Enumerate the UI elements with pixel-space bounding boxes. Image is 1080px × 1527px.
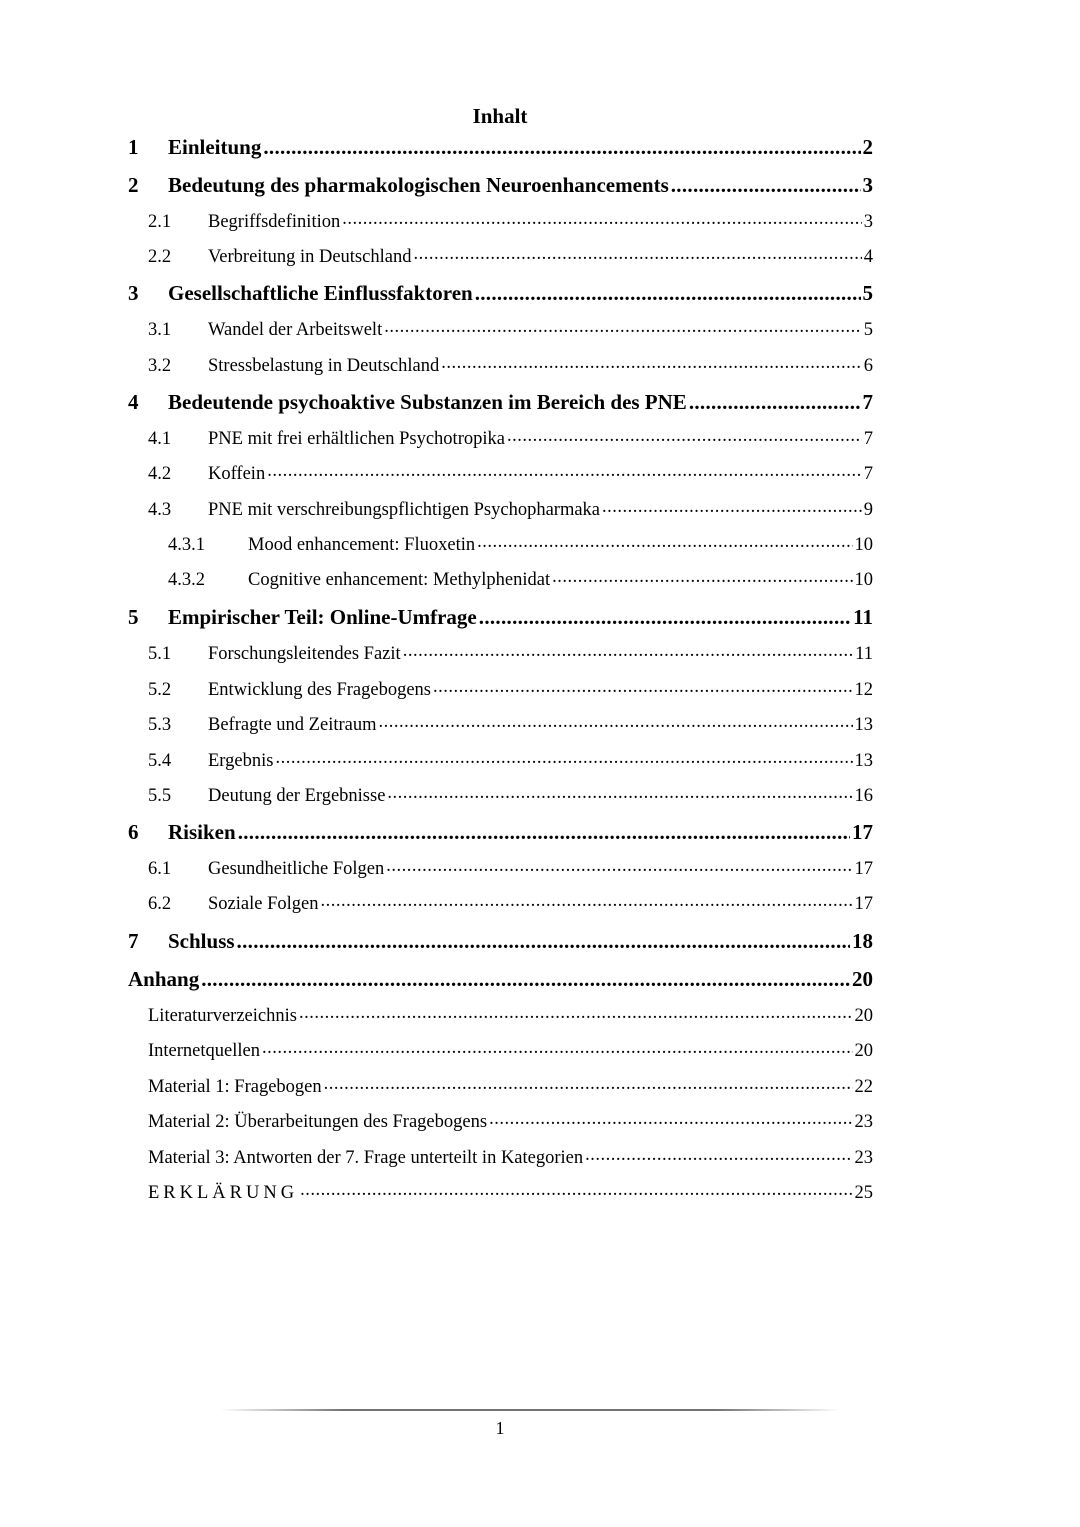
toc-entry[interactable] <box>128 818 873 842</box>
toc-entry-page: 6 <box>863 355 873 376</box>
toc-entry-page: 5 <box>862 281 873 305</box>
toc-entry-title: PNE mit verschreibungspflichtigen Psychopharmaka <box>208 499 601 520</box>
toc-leader-dots <box>507 425 862 444</box>
toc-entry-number: 6.2 <box>148 893 172 914</box>
toc-entry-number: 4.1 <box>148 428 172 449</box>
toc-leader-dots <box>441 352 862 371</box>
toc-entry-number: 6.1 <box>148 858 172 879</box>
toc-entry[interactable] <box>148 711 873 735</box>
toc-leader-dots <box>201 965 850 986</box>
toc-entry-title: Begriffsdefinition <box>208 211 341 232</box>
toc-entry-page: 12 <box>854 679 873 700</box>
toc-entry-page: 20 <box>854 1040 873 1061</box>
toc-entry-number: 2.1 <box>148 211 172 232</box>
toc-entry[interactable] <box>148 1108 873 1132</box>
toc-entry[interactable] <box>128 388 873 412</box>
toc-leader-dots <box>585 1144 852 1163</box>
toc-leader-dots <box>324 1073 853 1092</box>
toc-entry-title: Bedeutende psychoaktive Substanzen im Bereich des PNE <box>168 390 687 414</box>
toc-entry-page: 22 <box>854 1076 873 1097</box>
toc-entry-title: Einleitung <box>168 135 262 159</box>
toc-entry-number: 4 <box>128 390 139 414</box>
toc-leader-dots <box>413 243 861 262</box>
toc-entry-page: 7 <box>863 463 873 484</box>
toc-entry-page: 18 <box>852 929 873 953</box>
toc-entry-title: Deutung der Ergebnisse <box>208 785 386 806</box>
toc-entry-page: 23 <box>854 1147 873 1168</box>
toc-entry[interactable] <box>148 316 873 340</box>
toc-entry-number: 5 <box>128 605 139 629</box>
toc-entry-title: Mood enhancement: Fluoxetin <box>248 534 476 555</box>
toc-entry-number: 3.2 <box>148 355 172 376</box>
toc-leader-dots <box>433 676 853 695</box>
toc-entry-page: 13 <box>854 714 873 735</box>
toc-entry[interactable] <box>148 1144 873 1168</box>
toc-entry[interactable] <box>128 603 873 627</box>
toc-entry-page: 5 <box>863 319 873 340</box>
toc-entry-title: Entwicklung des Fragebogens <box>208 679 431 700</box>
toc-leader-dots <box>237 927 850 948</box>
toc-leader-dots <box>342 208 862 227</box>
toc-entry-page: 3 <box>863 211 873 232</box>
toc-entry-title: Literaturverzeichnis <box>148 1005 297 1026</box>
toc-entry-title: Wandel der Arbeitswelt <box>208 319 383 340</box>
toc-entry[interactable] <box>148 243 873 267</box>
toc-entry[interactable] <box>148 890 873 914</box>
toc-leader-dots <box>384 316 862 335</box>
toc-entry[interactable] <box>148 460 873 484</box>
toc-entry-title: ERKLÄRUNG <box>148 1182 299 1203</box>
toc-leader-dots <box>475 279 861 300</box>
toc-leader-dots <box>267 460 862 479</box>
toc-entry-title: Verbreitung in Deutschland <box>208 246 412 267</box>
toc-entry-page: 17 <box>854 858 873 879</box>
toc-entry-title: Bedeutung des pharmakologischen Neuroenhancements <box>168 173 669 197</box>
toc-entry-title: Soziale Folgen <box>208 893 319 914</box>
toc-leader-dots <box>387 782 852 801</box>
toc-entry-title: Empirischer Teil: Online-Umfrage <box>168 605 477 629</box>
toc-entry-page: 11 <box>855 643 873 664</box>
toc-entry-page: 23 <box>854 1111 873 1132</box>
toc-entry[interactable] <box>148 855 873 879</box>
toc-entry[interactable] <box>128 927 873 951</box>
toc-leader-dots <box>689 388 861 409</box>
toc-entry[interactable] <box>128 171 873 195</box>
toc-entry-page: 20 <box>852 967 873 991</box>
toc-entry-page: 17 <box>852 820 873 844</box>
toc-entry-title: Forschungsleitendes Fazit <box>208 643 401 664</box>
toc-entry-number: 3.1 <box>148 319 172 340</box>
footer-divider <box>220 1409 840 1411</box>
page-title: Inhalt <box>472 104 528 128</box>
toc-entry-title: Befragte und Zeitraum <box>208 714 377 735</box>
toc-entry[interactable] <box>168 566 873 590</box>
toc-entry-title: PNE mit frei erhältlichen Psychotropika <box>208 428 505 449</box>
toc-entry-number: 1 <box>128 135 139 159</box>
toc-entry-number: 5.2 <box>148 679 172 700</box>
toc-entry[interactable] <box>148 1073 873 1097</box>
toc-entry-page: 16 <box>854 785 873 806</box>
toc-entry-title: Gesundheitliche Folgen <box>208 858 385 879</box>
toc-leader-dots <box>263 133 860 154</box>
toc-leader-dots <box>300 1179 852 1198</box>
toc-entry[interactable] <box>148 1002 873 1026</box>
toc-entry-number: 2.2 <box>148 246 172 267</box>
toc-leader-dots <box>275 747 852 766</box>
toc-leader-dots <box>602 496 862 515</box>
toc-entry-title: Risiken <box>168 820 236 844</box>
toc-entry-title: Material 1: Fragebogen <box>148 1076 322 1097</box>
toc-entry-number: 2 <box>128 173 139 197</box>
toc-entry[interactable] <box>128 133 873 157</box>
toc-leader-dots <box>320 890 852 909</box>
footer-page-number: 1 <box>495 1418 505 1438</box>
toc-entry-title: Material 3: Antworten der 7. Frage unterteilt in Kategorien <box>148 1147 584 1168</box>
toc-entry-page: 10 <box>854 534 873 555</box>
toc-entry-number: 7 <box>128 929 139 953</box>
toc-entry-number: 5.1 <box>148 643 172 664</box>
toc-entry-number: 4.3 <box>148 499 172 520</box>
toc-entry-title: Material 2: Überarbeitungen des Fragebogens <box>148 1111 488 1132</box>
toc-leader-dots <box>386 855 852 874</box>
toc-leader-dots <box>489 1108 852 1127</box>
toc-entry-title: Gesellschaftliche Einflussfaktoren <box>168 281 473 305</box>
toc-entry-title: Internetquellen <box>148 1040 260 1061</box>
toc-entry-title: Schluss <box>168 929 235 953</box>
toc-entry-page: 25 <box>854 1182 873 1203</box>
toc-entry-number: 4.3.2 <box>168 569 205 590</box>
toc-leader-dots <box>238 818 850 839</box>
toc-entry-title: Koffein <box>208 463 266 484</box>
toc-entry-page: 17 <box>854 893 873 914</box>
toc-entry[interactable] <box>148 496 873 520</box>
toc-entry-title: Anhang <box>128 967 200 991</box>
toc-entry[interactable] <box>148 208 873 232</box>
toc-leader-dots <box>479 603 851 624</box>
toc-entry-page: 13 <box>854 750 873 771</box>
toc-entry-number: 6 <box>128 820 139 844</box>
toc-entry[interactable] <box>148 676 873 700</box>
toc-leader-dots <box>299 1002 853 1021</box>
toc-leader-dots <box>671 171 861 192</box>
toc-entry[interactable] <box>148 640 873 664</box>
toc-entry[interactable] <box>148 1179 873 1203</box>
toc-entry-title: Ergebnis <box>208 750 274 771</box>
toc-leader-dots <box>552 566 852 585</box>
toc-entry-page: 3 <box>862 173 873 197</box>
toc-entry[interactable] <box>168 531 873 555</box>
toc-leader-dots <box>262 1037 853 1056</box>
toc-entry-number: 5.4 <box>148 750 172 771</box>
toc-entry-page: 7 <box>862 390 873 414</box>
toc-leader-dots <box>477 531 852 550</box>
toc-leader-dots <box>403 640 853 659</box>
toc-entry-title: Stressbelastung in Deutschland <box>208 355 440 376</box>
toc-leader-dots <box>379 711 853 730</box>
toc-entry-number: 5.3 <box>148 714 172 735</box>
toc-entry-title: Cognitive enhancement: Methylphenidat <box>248 569 551 590</box>
toc-entry[interactable] <box>148 425 873 449</box>
toc-entry-number: 4.2 <box>148 463 172 484</box>
toc-entry[interactable] <box>148 782 873 806</box>
toc-entry-page: 11 <box>853 605 873 629</box>
toc-entry-page: 10 <box>854 569 873 590</box>
toc-entry-page: 7 <box>863 428 873 449</box>
toc-entry-page: 20 <box>854 1005 873 1026</box>
toc-entry[interactable] <box>128 279 873 303</box>
toc-entry[interactable] <box>148 352 873 376</box>
toc-entry-page: 4 <box>863 246 873 267</box>
toc-entry-number: 3 <box>128 281 139 305</box>
toc-entry-page: 2 <box>862 135 873 159</box>
toc-entry-anhang[interactable] <box>128 965 873 989</box>
toc-entry-number: 5.5 <box>148 785 172 806</box>
toc-entry[interactable] <box>148 1037 873 1061</box>
toc-entry-page: 9 <box>863 499 873 520</box>
toc-entry-number: 4.3.1 <box>168 534 205 555</box>
toc-entry[interactable] <box>148 747 873 771</box>
